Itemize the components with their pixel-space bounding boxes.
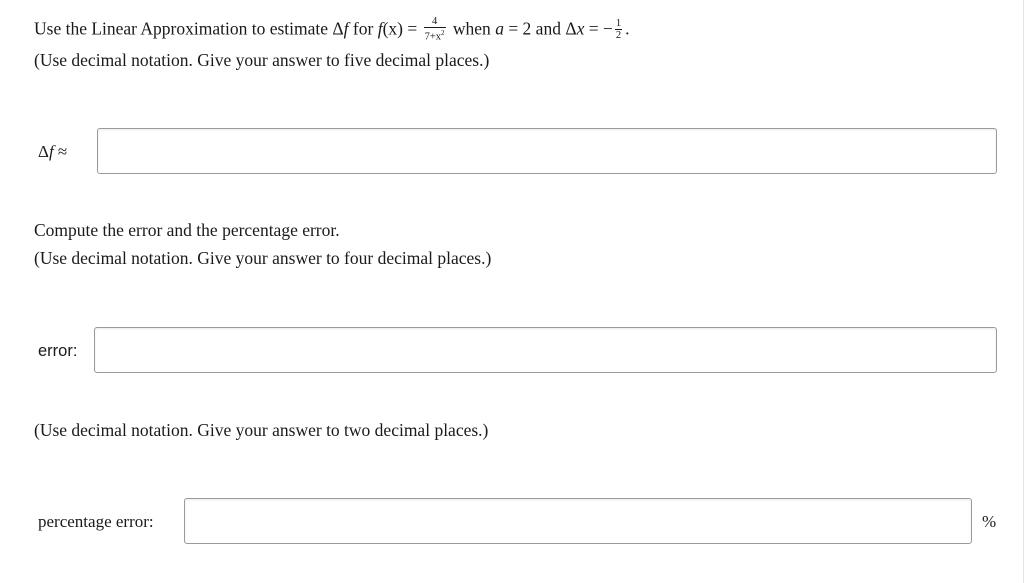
for-text: for (348, 18, 378, 39)
question1-instruction: (Use decimal notation. Give your answer to five decimal places.) (34, 50, 490, 70)
x-symbol: x (576, 18, 585, 39)
x-paren: (x) (382, 18, 403, 39)
dx-numerator: 1 (615, 17, 622, 29)
fraction-denominator: $7+x^2$ (424, 29, 445, 43)
f-symbol: f (343, 18, 349, 39)
percent-unit: % (982, 512, 997, 531)
fraction-numerator: 4 (424, 16, 446, 28)
percentage-error-input[interactable] (184, 498, 972, 544)
function-fraction (424, 16, 446, 43)
a-value: = 2 and (503, 18, 566, 39)
delta-symbol: Δ (332, 18, 344, 39)
a-symbol: a (495, 18, 504, 39)
equals-sign: = (402, 18, 422, 39)
when-text: when (448, 18, 496, 39)
percentage-error-label: percentage error: (38, 512, 154, 531)
question-statement (34, 17, 630, 44)
statement-prefix: Use the Linear Approximation to estimate (34, 18, 333, 39)
period: . (625, 18, 630, 39)
delta-f-label: Δf ≈ (38, 142, 68, 161)
error-input[interactable] (94, 327, 997, 373)
delta-x-symbol: Δ (565, 18, 577, 39)
question2-line1: Compute the error and the percentage error. (34, 220, 340, 240)
question2-instruction: (Use decimal notation. Give your answer to four decimal places.) (34, 248, 492, 268)
dx-value: = − (584, 18, 613, 39)
delta-f-input[interactable] (97, 128, 997, 174)
error-label: error: (38, 342, 78, 360)
dx-denominator: 2 (615, 29, 622, 41)
question3-instruction: (Use decimal notation. Give your answer to two decimal places.) (34, 420, 489, 440)
dx-fraction (615, 18, 622, 41)
fx-symbol: f (377, 18, 383, 39)
